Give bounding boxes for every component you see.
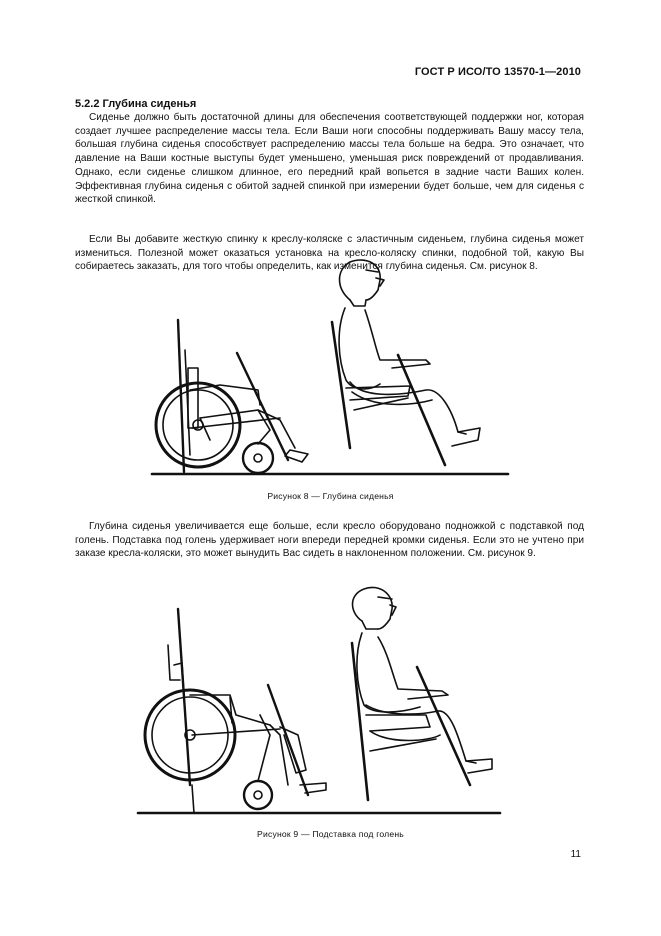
standard-code: ГОСТ Р ИСО/ТО 13570-1—2010 [414, 66, 581, 78]
figure-9-caption: Рисунок 9 — Подставка под голень [257, 829, 404, 839]
wheelchair-drawing [156, 320, 308, 473]
page-number: 11 [570, 849, 581, 860]
paragraph-1 [75, 111, 584, 207]
figure-8-illustration [140, 250, 520, 480]
seated-person-drawing [352, 587, 492, 800]
figure-9-illustration [130, 585, 510, 820]
paragraph-3-text: Глубина сиденья увеличивается еще больше, если кресло оборудовано подножкой с подставкой под голень. Подставка под голень удерживает ноги впереди передней кромки сиденья. Если это не учтено при заказе кресла-коляски, это может вынудить Вас сидеть в наклоненном положении. См. рисунок 9. [75, 521, 584, 560]
paragraph-3 [75, 520, 584, 561]
wheelchair-drawing [145, 609, 326, 813]
seated-person-drawing [332, 260, 480, 465]
paragraph-2-text: Если Вы добавите жесткую спинку к креслу-коляске с эластичным сиденьем, глубина сиденья может измениться. Полезной может оказаться установка на кресло-коляску спинки, подобной той, какую Вы собираетесь заказать, для того чтобы определить, как изменится глубина сиденья. См. рисунок 8. [75, 234, 584, 273]
paragraph-1-text: Сиденье должно быть достаточной длины для обеспечения соответствующей поддержки ног, которая создает лучшее распределение массы тела. Если Ваши ноги способны поддерживать Вашу массу тела, большая глубина сиденья способствует распределению массы тела больше на бедра. Это означает, что давление на Ваши костные выступы будет уменьшено, уменьшая риск повреждений от продавливания. Однако, если сиденье слишком длинное, его передний край вопьется в задние части Ваших колен. Эффективная глубина сиденья с обитой задней спинкой при измерении будет больше, чем для сиденья с жесткой спинкой. [75, 112, 584, 206]
section-title: 5.2.2 Глубина сиденья [75, 98, 197, 110]
figure-8-caption: Рисунок 8 — Глубина сиденья [267, 491, 394, 501]
